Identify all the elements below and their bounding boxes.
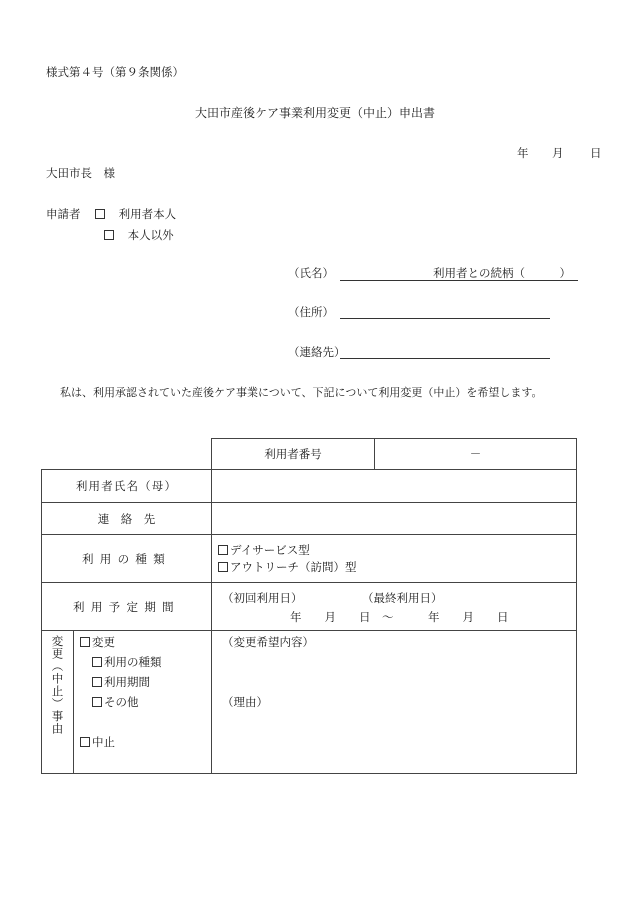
checkbox-change-other[interactable] <box>92 697 102 707</box>
period-cell[interactable] <box>212 583 577 631</box>
date-year: 年 <box>517 146 529 160</box>
user-number-label: 利用者番号 <box>212 439 375 470</box>
form-number: 様式第４号（第９条関係） <box>46 65 184 79</box>
row-contact <box>42 503 577 535</box>
applicant-option-other-label: 本人以外 <box>127 228 174 242</box>
change-option-other-label: その他 <box>104 695 139 709</box>
checkbox-change[interactable] <box>80 637 90 647</box>
document-title: 大田市産後ケア事業利用変更（中止）申出書 <box>194 106 435 120</box>
type-option-outreach-label: アウトリーチ（訪問）型 <box>230 559 357 574</box>
row-reason <box>42 631 577 774</box>
checkbox-other[interactable] <box>104 230 114 240</box>
relation-label: 利用者との続柄（ ） <box>433 266 571 280</box>
change-option-period-label: 利用期間 <box>104 675 150 689</box>
checkbox-outreach[interactable] <box>218 562 228 572</box>
applicant-label: 申請者 <box>46 207 81 221</box>
period-first-label: （初回利用日） <box>222 591 303 605</box>
period-date-line: 年 月 日 ～ 年 月 日 <box>290 610 509 624</box>
user-name-label: 利用者氏名（母） <box>75 479 178 493</box>
checkbox-change-type[interactable] <box>92 657 102 667</box>
type-option-day[interactable] <box>212 542 576 559</box>
contact-line[interactable] <box>340 358 550 359</box>
period-label: 利用予定期間 <box>73 599 180 614</box>
table-contact-label: 連 絡 先 <box>97 511 156 526</box>
change-option-other[interactable] <box>92 694 139 710</box>
address-label: （住所） <box>288 305 334 319</box>
date-day: 日 <box>590 146 602 160</box>
checkbox-self[interactable] <box>95 209 105 219</box>
addressee: 大田市長 様 <box>46 166 115 180</box>
application-table <box>41 438 577 774</box>
user-number-value[interactable]: － <box>375 439 577 470</box>
reason-heading-cell <box>42 631 74 774</box>
row-user-number <box>42 439 577 470</box>
change-option-type-label: 利用の種類 <box>104 655 162 669</box>
type-option-day-label: デイサービス型 <box>230 542 310 557</box>
period-last-label: （最終利用日） <box>362 591 443 605</box>
row-period <box>42 583 577 631</box>
name-label: （氏名） <box>288 266 334 280</box>
reason-heading: 変更（中止）事由 <box>50 635 65 735</box>
table-contact-value[interactable] <box>212 503 577 535</box>
desired-change-label: （変更希望内容） <box>222 635 315 649</box>
type-options <box>212 535 577 583</box>
type-label: 利用の種類 <box>81 551 172 566</box>
reason-label: （理由） <box>222 695 269 709</box>
address-line[interactable] <box>340 318 550 319</box>
checkbox-day-service[interactable] <box>218 545 228 555</box>
reason-details-cell[interactable] <box>212 631 577 774</box>
row-type <box>42 535 577 583</box>
user-name-value[interactable] <box>212 470 577 503</box>
contact-label: （連絡先） <box>288 345 346 359</box>
checkbox-stop[interactable] <box>80 737 90 747</box>
type-option-outreach[interactable] <box>212 559 576 576</box>
stop-option-label: 中止 <box>92 735 115 749</box>
name-line[interactable] <box>340 280 578 281</box>
change-option[interactable] <box>80 634 115 650</box>
reason-options-cell <box>74 631 212 774</box>
applicant-option-self-label: 利用者本人 <box>118 207 177 221</box>
statement: 私は、利用承認されていた産後ケア事業について、下記について利用変更（中止）を希望します。 <box>60 386 543 399</box>
row-user-name <box>42 470 577 503</box>
applicant-option-self[interactable] <box>95 207 176 222</box>
date-month: 月 <box>552 146 564 160</box>
change-option-label: 変更 <box>92 635 115 649</box>
change-option-type[interactable] <box>92 654 162 670</box>
applicant-option-other[interactable] <box>104 228 174 243</box>
checkbox-change-period[interactable] <box>92 677 102 687</box>
change-option-period[interactable] <box>92 674 150 690</box>
stop-option[interactable] <box>80 734 115 750</box>
